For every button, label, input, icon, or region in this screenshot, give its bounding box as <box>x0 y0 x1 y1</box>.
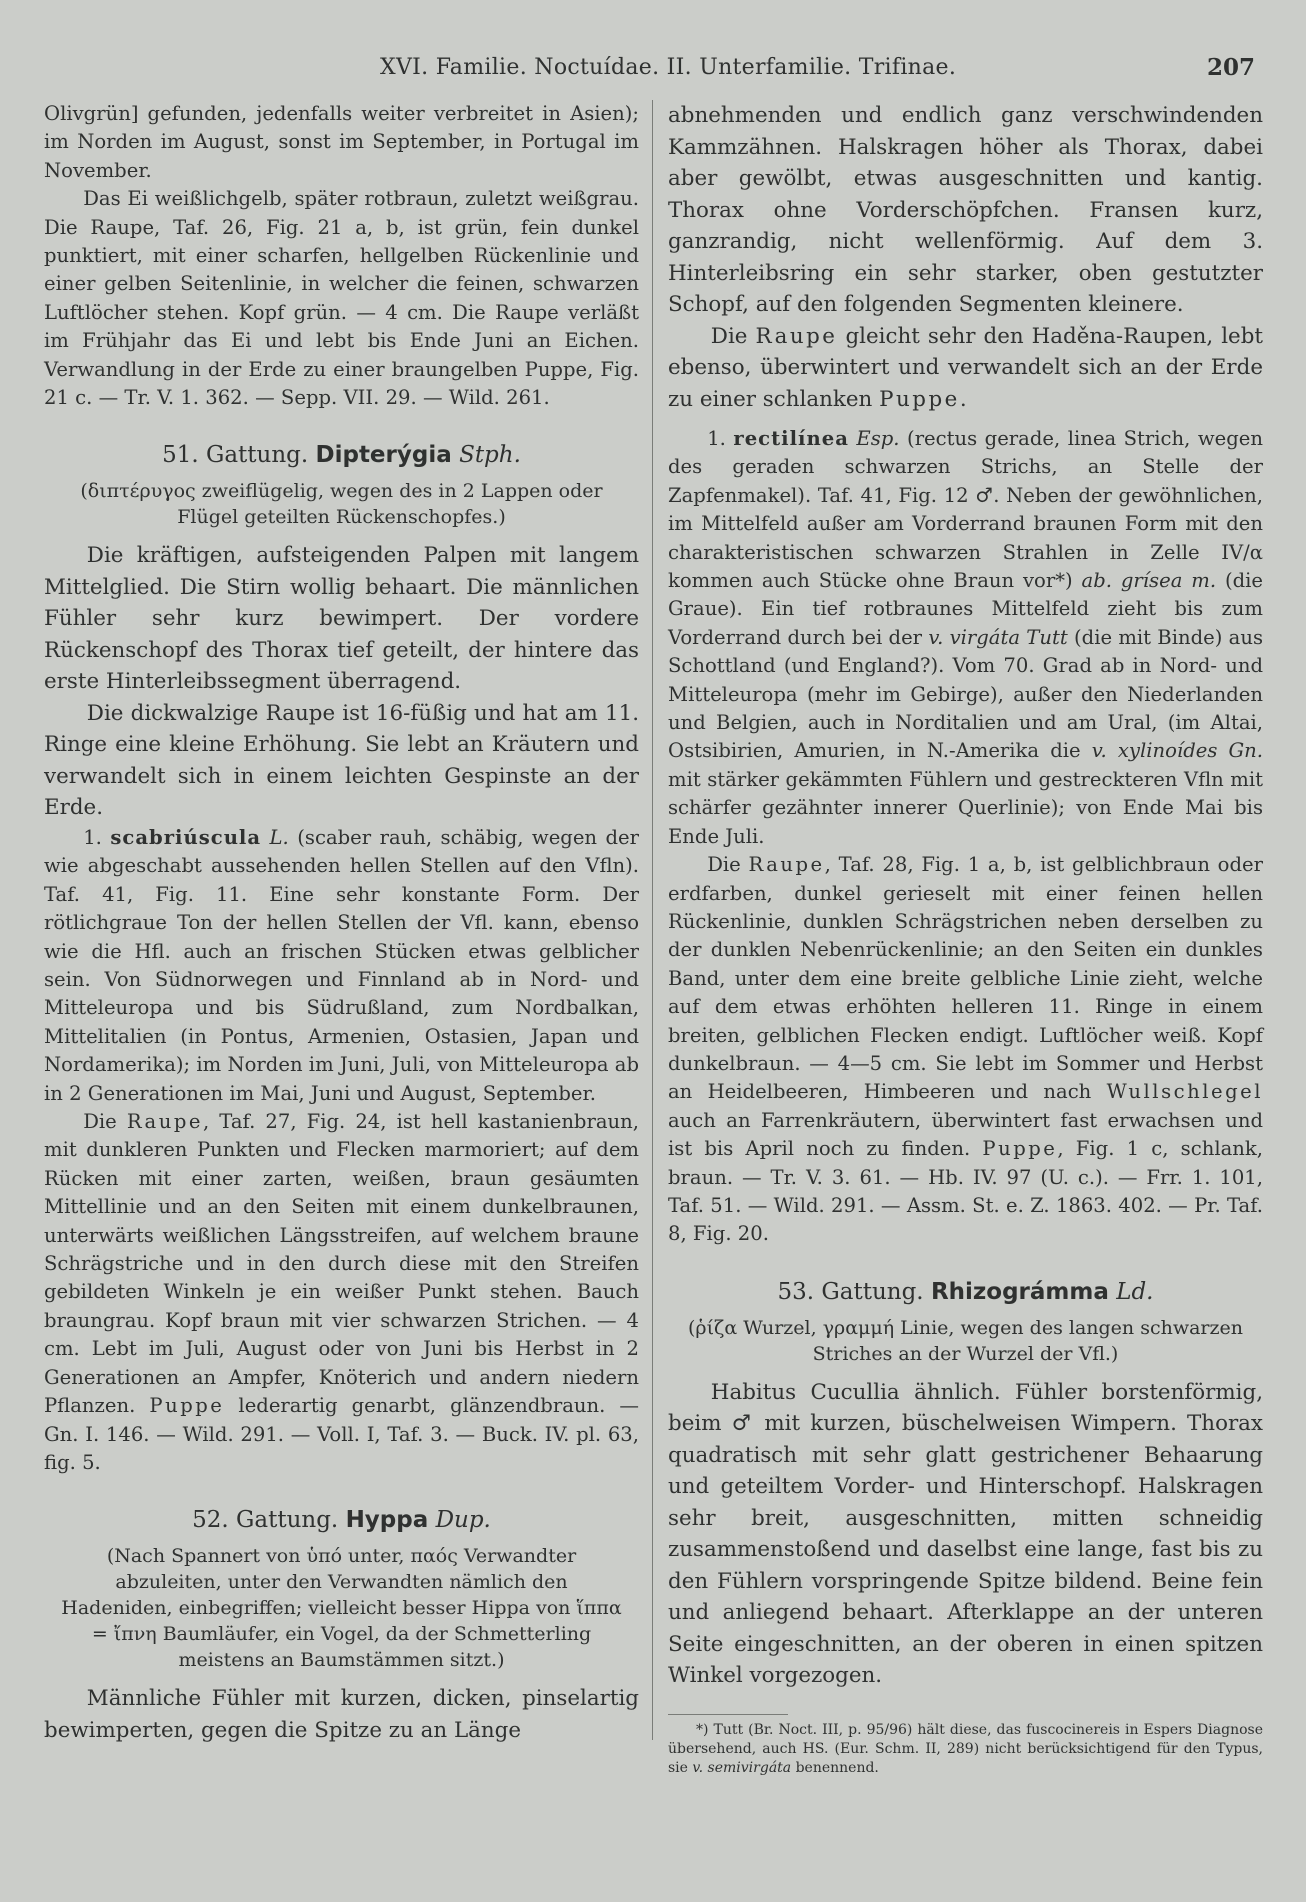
genus-heading-dipterygia <box>44 438 639 472</box>
genus-description: Die kräftigen, aufsteigenden Palpen mit langem Mittelglied. Die Stirn wollig behaart. Die männlichen Fühler sehr kurz bewimpert. Der vordere Rückenschopf des Thorax tief geteilt, der hintere das erste Hinterleibssegment überragend. <box>44 543 639 695</box>
egg-larva-paragraph: Das Ei weißlichgelb, später rotbraun, zuletzt weißgrau. Die Raupe, Taf. 26, Fig. 21 a, b, ist grün, fein dunkel punktiert, mit einer scharfen, hellgelben Rückenlinie und einer gelben Seitenlinie, in welcher die feinen, schwarzen Luftlöcher stehen. Kopf grün. — 4 cm. Die Raupe verläßt im Frühjahr das Ei und lebt bis Ende Juni an Eichen. Verwandlung in der Erde zu einer braungelben Puppe, Fig. 21 c. — Tr. V. 1. 362. — Sepp. VII. 29. — Wild. 261. <box>44 187 639 410</box>
variety-name: v. xylinoídes Gn. <box>1091 739 1263 763</box>
genus-author: Ld. <box>1116 1278 1154 1305</box>
species-name: rectilínea <box>733 427 849 450</box>
text-run: Die <box>710 323 756 349</box>
continued-paragraph: Olivgrün] gefunden, jedenfalls weiter verbreitet in Asien); im Norden im August, sonst im September, in Portugal im November. <box>44 102 639 182</box>
genus-description: Männliche Fühler mit kurzen, dicken, pinselartig bewimperten, gegen die Spitze zu an Länge <box>44 1686 639 1743</box>
genus-etymology: (διπτέρυγος zweiflügelig, wegen des in 2 Lappen oder Flügel geteilten Rückenschopfes.) <box>80 480 603 529</box>
text-run: mit stärker gekämmten Fühlern und gestreckteren Vfln mit schärfer gezähnter innerer Querlinie); von Ende Mai bis Ende Juli. <box>668 767 1263 848</box>
text-run: (rectus gerade, linea Strich, wegen des geraden schwarzen Strichs, an Stelle der Zapfenmakel). Taf. 41, Fig. 12 ♂. Neben der gewöhnlichen, im Mittelfeld außer am Vorderrand braunen Form mit den charakteristischen schwarzen Strahlen in Zelle IV/α kommen auch Stücke ohne Braun vor*) <box>668 427 1263 593</box>
genus-author: Dup. <box>435 1507 491 1534</box>
page-number: 207 <box>1206 54 1255 81</box>
genus-etymology: (Nach Spannert von ὑπό unter, παός Verwandter abzuleiten, unter den Verwandten nämlich den Hadeniden, einbegriffen; vielleicht besser Hippa von ἵππα = ἴπνη Baumläufer, ein Vogel, da der Schmetterling meistens an Baumstämmen sitzt.) <box>61 1545 622 1672</box>
text-run: (die Graue). Ein tief rotbraunes Mittelfeld zieht bis zum Vorderrand durch bei der <box>668 569 1264 649</box>
footnote <box>668 1721 1263 1778</box>
genus-description: Habitus Cucullia ähnlich. Fühler borstenförmig, beim ♂ mit kurzen, büschelweisen Wimpern. Thorax quadratisch mit sehr glatt gestrichener Behaarung und geteiltem Vorder- und Hinterschopf. Halskragen sehr breit, ausgeschnitten, mitten schneidig zusammenstoßend und daselbst eine lange, fast bis zu den Fühlern vorspringende Spitze bildend. Beine fein und anliegend behaart. Afterklappe an der unteren Seite eingeschnitten, an der oberen in einen spitzen Winkel vorgezogen. <box>668 1379 1263 1689</box>
species-author: L. <box>269 825 289 849</box>
text-run: Die <box>707 853 749 877</box>
text-run: , Taf. 28, Fig. 1 a, b, ist gelblichbraun oder erdfarben, dunkel gerieselt mit einer feinen hellen Rückenlinie, dunklen Schrägstrichen neben derselben zu der dunklen Nebenrückenlinie; an den Seiten ein dunkles Band, unter dem eine breite gelbliche Linie zieht, welche auf dem etwas erhöhten helleren 11. Ringe in einem breiten, gelblichen Flecken endigt. Luftlöcher weiß. Kopf dunkelbraun. — 4—5 cm. Sie lebt im Sommer und Herbst an Heidelbeeren, Himbeeren und nach <box>668 853 1263 1104</box>
genus-number: 53. Gattung. <box>777 1278 924 1305</box>
genus-author: Stph. <box>459 442 521 469</box>
spaced-term: Puppe <box>879 386 960 412</box>
left-column <box>44 100 639 1746</box>
aberration-name: ab. grísea m. <box>1081 569 1217 593</box>
running-head <box>380 48 1260 88</box>
text-run: (die mit Binde) aus Schottland (und England?). Vom 70. Grad ab in Nord- und Mitteleuropa (mehr im Gebirge), außer den Niederlanden und Belgien, auch in Norditalien und am Ural, (im Altai, Ostsibirien, Amurien, in N.-Amerika die <box>668 625 1263 763</box>
species-text: (scaber rauh, schäbig, wegen der wie abgeschabt aussehenden hellen Stellen auf den Vfln). Taf. 41, Fig. 11. Eine sehr konstante Form. Der rötlichgraue Ton der hellen Stellen der Vfl. kann, ebenso wie die Hfl. auch an frischen Stücken etwas gelblicher sein. Von Südnorwegen und Finnland ab in Nord- und Mitteleuropa und bis Südrußland, zum Nordbalkan, Mittelitalien (in Pontus, Armenien, Ostasien, Japan und Nordamerika); im Norden im Juni, Juli, von Mitteleuropa ab in 2 Generationen im Mai, Juni und August, September. <box>44 825 640 1105</box>
spaced-term: Raupe <box>748 853 825 877</box>
species-larva-paragraph <box>44 1108 639 1477</box>
species-name: scabriúscula <box>110 825 262 849</box>
text-run: . <box>959 386 967 412</box>
genus-heading-rhizogramma <box>668 1275 1263 1309</box>
text-run: Die <box>83 1110 127 1134</box>
genus-name: Hyppa <box>345 1507 429 1534</box>
column-divider <box>652 100 653 1740</box>
spaced-term: Raupe <box>126 1110 203 1134</box>
species-entry-scabriuscula <box>44 824 639 1108</box>
continued-paragraph: abnehmenden und endlich ganz verschwindenden Kammzähnen. Halskragen höher als Thorax, dabei aber gewölbt, etwas ausgeschnitten und kantig. Thorax ohne Vorderschöpfchen. Fransen kurz, ganzrandig, nicht wellenförmig. Auf dem 3. Hinterleibsring ein sehr starker, oben gestutzter Schopf, auf den folgenden Segmenten kleinere. <box>668 103 1263 317</box>
species-number: 1. <box>83 825 102 849</box>
genus-name: Rhizográmma <box>930 1278 1109 1305</box>
text-run: gleicht sehr den Haděna-Raupen, lebt ebenso, überwintert und verwandelt sich an der Erde zu einer schlanken <box>668 323 1264 412</box>
species-author: Esp. <box>856 427 900 450</box>
text-run: , Taf. 27, Fig. 24, ist hell kastanienbraun, mit dunkleren Punkten und Flecken marmoriert; auf dem Rücken mit einer zarten, weißen, braun gesäumten Mittellinie und an den Seiten mit einem dunkelbraunen, unterwärts weißlichen Längsstreifen, auf welchem braune Schrägstriche und in den durch diese mit den Streifen gebildeten Winkeln je ein weißer Punkt stehen. Bauch braungrau. Kopf braun mit vier schwarzen Strichen. — 4 cm. Lebt im Juli, August oder von Juni bis Herbst in 2 Generationen an Ampfer, Knöterich und andern niedern Pflanzen. <box>44 1110 639 1418</box>
footnote-separator <box>668 1714 788 1715</box>
species-larva-paragraph <box>668 851 1263 1249</box>
right-column <box>668 100 1263 1778</box>
larva-paragraph <box>668 321 1263 416</box>
spaced-term: Puppe <box>149 1394 225 1418</box>
larva-description: Die dickwalzige Raupe ist 16-füßig und hat am 11. Ringe eine kleine Erhöhung. Sie lebt an Kräutern und verwandelt sich in einem leichten Gespinste an der Erde. <box>44 700 639 821</box>
genus-etymology: (ῥίζα Wurzel, γραμμή Linie, wegen des langen schwarzen Striches an der Wurzel der Vfl.) <box>688 1316 1243 1365</box>
text-run: benennend. <box>791 1759 879 1776</box>
genus-number: 52. Gattung. <box>192 1507 339 1534</box>
running-head-title: XVI. Familie. Noctuídae. II. Unterfamilie. Trifinae. <box>380 55 957 80</box>
spaced-term: Puppe <box>982 1137 1058 1161</box>
species-entry-rectilinea <box>668 425 1263 851</box>
text-run: lederartig genarbt, glänzendbraun. — Gn. I. 146. — Wild. 291. — Voll. I, Taf. 3. — Buck. IV. pl. 63, fig. 5. <box>44 1394 639 1474</box>
spaced-term: Wullschlegel <box>1106 1080 1263 1104</box>
text-run: , Fig. 1 c, schlank, braun. — Tr. V. 3. 61. — Hb. IV. 97 (U. c.). — Frr. 1. 101, Taf. 51. — Wild. 291. — Assm. St. e. Z. 1863. 402. — Pr. Taf. 8, Fig. 20. <box>668 1137 1263 1246</box>
genus-name: Dipterýgia <box>315 442 452 469</box>
spaced-term: Raupe <box>755 323 838 349</box>
species-number: 1. <box>707 427 726 450</box>
variety-name: v. virgáta Tutt <box>928 625 1068 649</box>
genus-number: 51. Gattung. <box>162 442 309 469</box>
genus-heading-hyppa <box>44 1503 639 1537</box>
text-run: auch an Farrenkräutern, überwintert fast erwachsen und ist bis April noch zu finden. <box>668 1108 1263 1161</box>
variety-name: v. semivirgáta <box>692 1759 792 1776</box>
text-run: *) Tutt (Br. Noct. III, p. 95/96) hält diese, das fuscocinereis in Espers Diagnose übersehend, auch HS. (Eur. Schm. II, 289) nicht berücksichtigend für den Typus, sie <box>668 1721 1263 1776</box>
